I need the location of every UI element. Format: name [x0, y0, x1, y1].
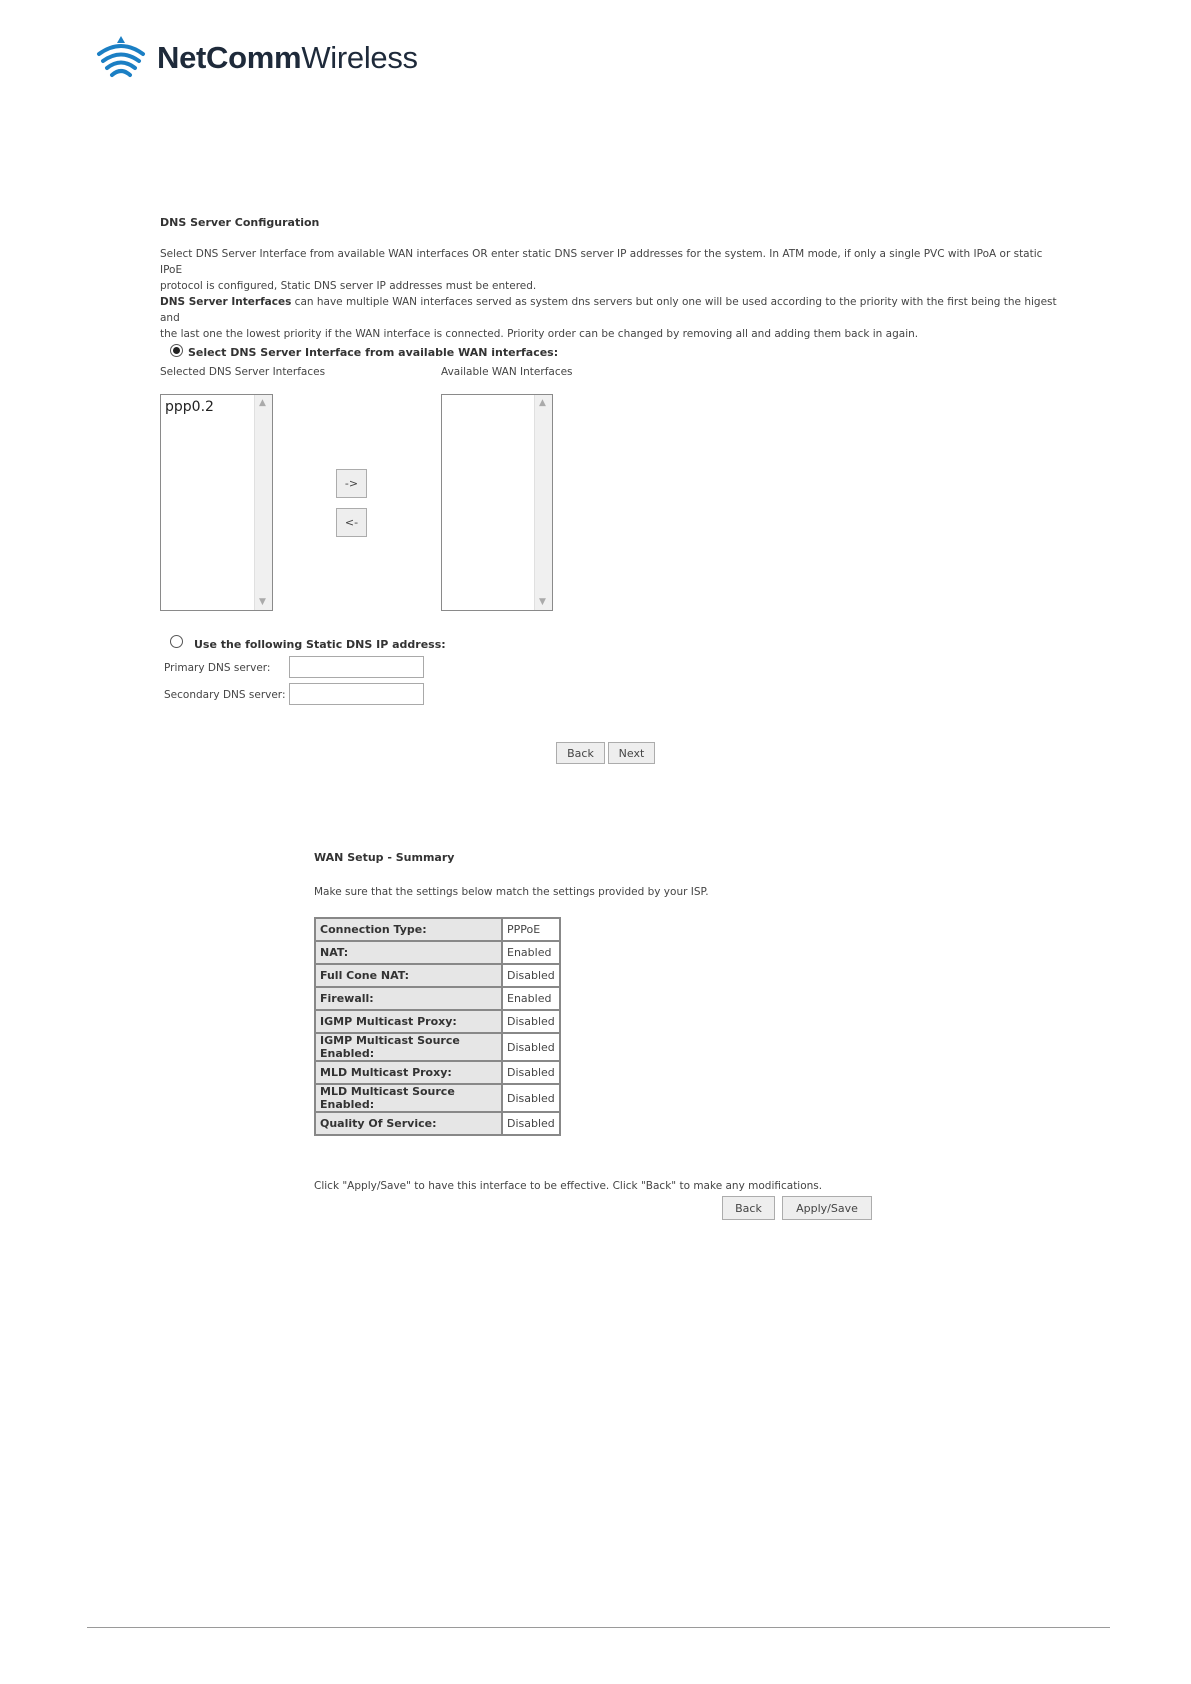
dns-section-title: DNS Server Configuration [160, 216, 320, 229]
table-row [315, 1033, 560, 1061]
secondary-dns-input[interactable] [289, 683, 424, 705]
brand-name-light: Wireless [301, 40, 418, 75]
brand-name-bold: NetComm [157, 40, 302, 75]
dns-desc-bold: DNS Server Interfaces [160, 296, 292, 308]
apply-save-button[interactable]: Apply/Save [782, 1196, 872, 1220]
table-row [315, 941, 560, 964]
summary-back-button[interactable]: Back [722, 1196, 775, 1220]
summary-value: PPPoE [502, 918, 560, 941]
summary-value: Disabled [502, 1112, 560, 1135]
scroll-down-icon[interactable]: ▼ [539, 597, 546, 607]
dns-desc-line2: protocol is configured, Static DNS server IP addresses must be entered. [160, 280, 537, 292]
dns-next-button[interactable]: Next [608, 742, 655, 764]
table-row [315, 918, 560, 941]
footer-divider [87, 1627, 1110, 1628]
summary-value: Disabled [502, 1061, 560, 1084]
table-row [315, 1112, 560, 1135]
summary-value: Disabled [502, 964, 560, 987]
brand-logo [95, 34, 418, 82]
summary-key: IGMP Multicast Proxy: [315, 1010, 502, 1033]
summary-value: Enabled [502, 941, 560, 964]
summary-key: Connection Type: [315, 918, 502, 941]
summary-note: Click "Apply/Save" to have this interface to be effective. Click "Back" to make any modifications. [314, 1180, 823, 1192]
summary-value: Disabled [502, 1010, 560, 1033]
dns-desc-line3: can have multiple WAN interfaces served as system dns servers but only one will be used according to the priority with the first being the higest and [160, 296, 1057, 324]
summary-table [314, 917, 561, 1136]
summary-value: Disabled [502, 1084, 560, 1112]
summary-key: Firewall: [315, 987, 502, 1010]
table-row [315, 1010, 560, 1033]
table-row [315, 964, 560, 987]
table-row [315, 1084, 560, 1112]
dns-desc-line1: Select DNS Server Interface from available WAN interfaces OR enter static DNS server IP addresses for the system. In ATM mode, if only a single PVC with IPoA or static IPoE [160, 248, 1043, 276]
summary-key: IGMP Multicast Source Enabled: [315, 1033, 502, 1061]
summary-title: WAN Setup - Summary [314, 851, 455, 864]
selected-interfaces-label: Selected DNS Server Interfaces [160, 366, 326, 378]
table-row [315, 987, 560, 1010]
secondary-dns-label: Secondary DNS server: [164, 689, 286, 701]
radio-dns-interface-label: Select DNS Server Interface from available WAN interfaces: [188, 346, 559, 359]
scroll-up-icon[interactable]: ▲ [259, 398, 266, 408]
radio-dns-interface[interactable] [170, 344, 183, 357]
summary-key: MLD Multicast Source Enabled: [315, 1084, 502, 1112]
summary-key: Quality Of Service: [315, 1112, 502, 1135]
scroll-down-icon[interactable]: ▼ [259, 597, 266, 607]
summary-value: Disabled [502, 1033, 560, 1061]
available-interfaces-label: Available WAN Interfaces [441, 366, 573, 378]
radio-static-dns[interactable] [170, 635, 183, 648]
dns-back-button[interactable]: Back [556, 742, 605, 764]
selected-list-scrollbar[interactable] [254, 395, 272, 610]
summary-key: NAT: [315, 941, 502, 964]
available-list-scrollbar[interactable] [534, 395, 552, 610]
summary-key: Full Cone NAT: [315, 964, 502, 987]
scroll-up-icon[interactable]: ▲ [539, 398, 546, 408]
table-row [315, 1061, 560, 1084]
dns-description [160, 246, 1060, 342]
summary-intro: Make sure that the settings below match the settings provided by your ISP. [314, 886, 709, 898]
available-wan-interfaces-list[interactable] [441, 394, 553, 611]
primary-dns-input[interactable] [289, 656, 424, 678]
radio-static-dns-label: Use the following Static DNS IP address: [194, 638, 446, 651]
summary-key: MLD Multicast Proxy: [315, 1061, 502, 1084]
summary-value: Enabled [502, 987, 560, 1010]
move-left-button[interactable]: <- [336, 508, 367, 537]
dns-desc-line4: the last one the lowest priority if the WAN interface is connected. Priority order can be changed by removing all and adding them back in again. [160, 328, 919, 340]
selected-dns-interfaces-list[interactable] [160, 394, 273, 611]
move-right-button[interactable]: -> [336, 469, 367, 498]
primary-dns-label: Primary DNS server: [164, 662, 271, 674]
list-item[interactable]: ppp0.2 [165, 399, 214, 415]
wifi-logo-icon [95, 34, 147, 82]
